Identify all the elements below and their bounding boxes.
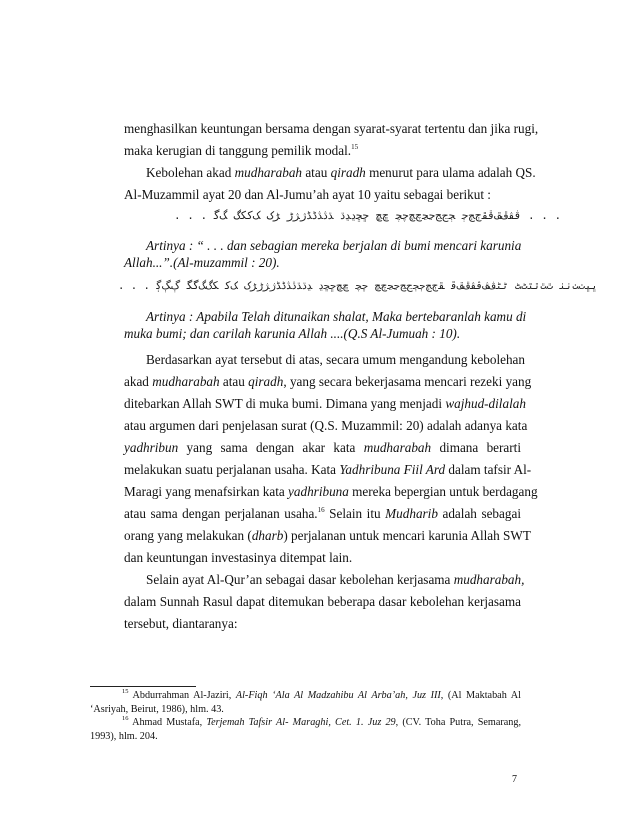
body-line: Maragi yang menafsirkan kata yadhribuna mereka bepergian untuk berdagang [124, 484, 538, 499]
body-line: melakukan suatu perjalanan usaha. Kata Yadhribuna Fiil Ard dalam tafsir Al- [124, 462, 532, 477]
body-line: Berdasarkan ayat tersebut di atas, secara umum mengandung kebolehan [146, 352, 525, 367]
translation-line: Artinya : Apabila Telah ditunaikan shalat, Maka bertebaranlah kamu di [146, 309, 527, 324]
body-line: ditebarkan Allah SWT di muka bumi. Dimana yang menjadi wajhud-dilalah [124, 396, 526, 411]
arabic-verse: . . . ﭜﭝﭞﭟﭠﭡ ﭢﭣﭤﭥﭦﭧ ﭨﭩﭪﭫﭬﭭﭮﭯﭰ ﭱﭲﭳﭴﭵﭶﭷﭸﭹﭺﭻ ﭼﭽ ﭾﭿﮀﮁﮂ ﮃﮄﮅﮆﮇﮈﮉﮊﮋﮌﮍﮎ ﮏﮐ ﮑﮒﮓﮔﮕ ﮖﮗﮘ [118, 280, 598, 292]
translation-line: muka bumi; dan carilah karunia Allah ....(Q.S Al-Jumuah : 10). [124, 326, 461, 341]
footnote-ref[interactable]: 16 [317, 506, 325, 514]
body-line: Al-Muzammil ayat 20 dan Al-Jumu’ah ayat 10 yaitu sebagai berikut : [124, 187, 491, 202]
body-line: akad mudharabah atau qiradh, yang secara bekerjasama mencari rezeki yang [124, 374, 532, 389]
body-line: atau sama dengan perjalanan usaha.$^{16}$ Selain itu Mudharib adalah sebagai [124, 506, 521, 521]
translation-line: Allah...”.(Al-muzammil : 20). [124, 255, 280, 270]
body-line: dan keuntungan investasinya ditempat lain. [124, 550, 353, 565]
body-line: orang yang melakukan (dharb) perjalanan untuk mencari karunia Allah SWT [124, 528, 531, 543]
footnote: $^{15}$ Abdurrahman Al-Jaziri, Al-Fiqh ‘Ala Al Madzahibu Al Arba’ah, Juz III, (Al Maktabah Al [122, 688, 521, 701]
body-line: Kebolehan akad mudharabah atau qiradh menurut para ulama adalah QS. [146, 165, 536, 180]
page-number: 7 [512, 774, 517, 785]
arabic-verse: . . . ﭬﭭﭮﭯﭰﭱﭲﭳﭴ ﭵﭶﭷﭸﭹﭺﭻﭼﭽ ﭾﭿ ﮀﮁﮂﮃﮄ ﮅﮆﮇﮈﮉﮊﮋﮌ ﮍﮎ ﮏﮐﮑﮒ ﮓﮔ . . . [174, 209, 562, 222]
footnote: 1993), hlm. 204. [90, 731, 158, 742]
translation-line: Artinya : “ . . . dan sebagian mereka berjalan di bumi mencari karunia [146, 238, 522, 253]
footnote: $^{16}$ Ahmad Mustafa, Terjemah Tafsir Al- Maraghi, Cet. 1. Juz 29, (CV. Toha Putra, Semarang, [122, 715, 522, 728]
footnote: ‘Asriyah, Beirut, 1986), hlm. 43. [90, 704, 224, 715]
body-line: dalam Sunnah Rasul dapat ditemukan beberapa dasar kebolehan kerjasama [124, 594, 521, 609]
body-line: yadhribun yang sama dengan akar kata mudharabah dimana berarti [124, 440, 522, 455]
footnote-separator [90, 686, 196, 687]
body-line: maka kerugian di tanggung pemilik modal.$^{15}$ [124, 143, 359, 158]
footnote-ref[interactable]: 15 [351, 143, 359, 151]
body-line: tersebut, diantaranya: [124, 616, 238, 631]
body-line: atau argumen dari penjelasan surat (Q.S. Muzammil: 20) adalah adanya kata [124, 418, 528, 433]
body-line: Selain ayat Al-Qur’an sebagai dasar kebolehan kerjasama mudharabah, [146, 572, 525, 587]
body-line: menghasilkan keuntungan bersama dengan syarat-syarat tertentu dan jika rugi, [124, 121, 539, 136]
